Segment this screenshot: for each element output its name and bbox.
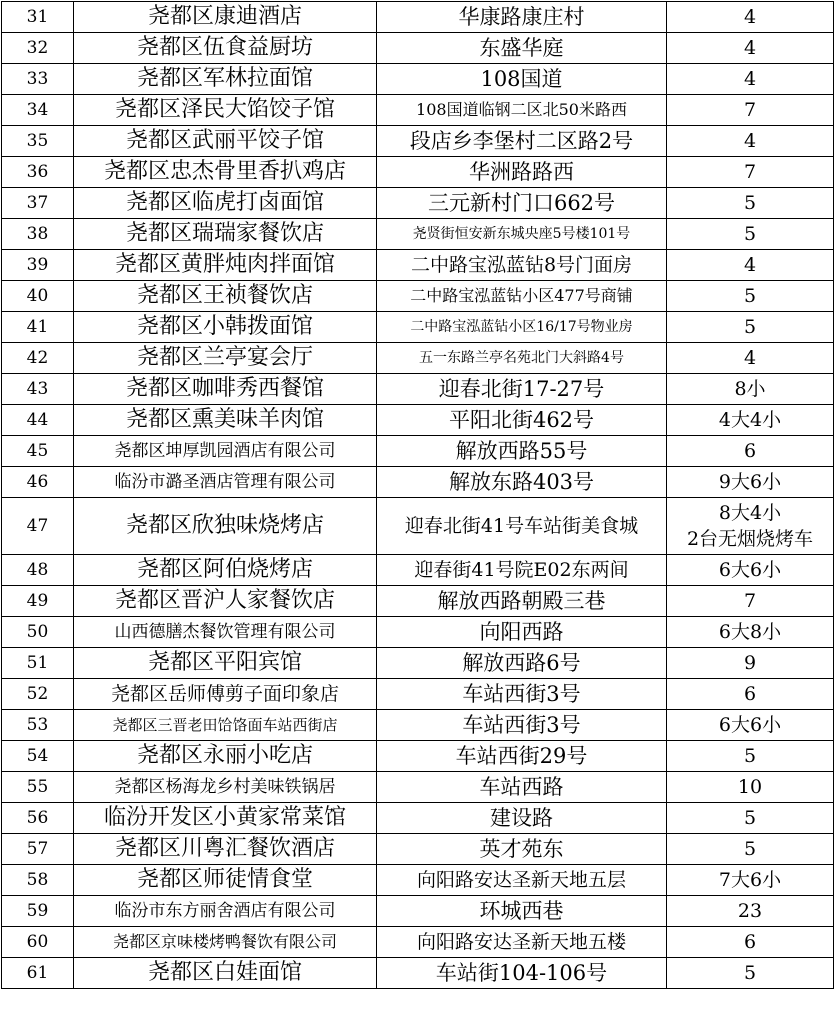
restaurant-name: 尧都区瑞瑞家餐饮店 (74, 219, 377, 250)
row-number: 43 (2, 374, 74, 405)
restaurant-name: 临汾市潞圣酒店管理有限公司 (74, 467, 377, 498)
restaurant-name: 尧都区王祯餐饮店 (74, 281, 377, 312)
unit-count: 23 (667, 896, 834, 927)
table-row (2, 834, 834, 865)
row-number: 37 (2, 188, 74, 219)
unit-count: 7 (667, 95, 834, 126)
unit-count: 4 (667, 2, 834, 33)
restaurant-address: 段店乡李堡村二区路2号 (377, 126, 667, 157)
restaurant-address: 二中路宝泓蓝钻小区16/17号物业房 (377, 312, 667, 343)
row-number: 56 (2, 803, 74, 834)
table-row (2, 679, 834, 710)
restaurant-table (1, 1, 834, 989)
table-row (2, 803, 834, 834)
unit-count: 9 (667, 648, 834, 679)
table-row (2, 126, 834, 157)
row-number: 57 (2, 834, 74, 865)
row-number: 54 (2, 741, 74, 772)
unit-count: 4 (667, 64, 834, 95)
restaurant-name: 尧都区岳师傅剪子面印象店 (74, 679, 377, 710)
row-number: 53 (2, 710, 74, 741)
row-number: 55 (2, 772, 74, 803)
table-row (2, 865, 834, 896)
restaurant-name: 尧都区平阳宾馆 (74, 648, 377, 679)
restaurant-name: 尧都区坤厚凯园酒店有限公司 (74, 436, 377, 467)
unit-count: 4 (667, 250, 834, 281)
table-row (2, 374, 834, 405)
table-body (2, 2, 834, 989)
unit-count: 6大6小 (667, 710, 834, 741)
row-number: 36 (2, 157, 74, 188)
row-number: 32 (2, 33, 74, 64)
row-number: 47 (2, 498, 74, 555)
unit-count: 10 (667, 772, 834, 803)
row-number: 44 (2, 405, 74, 436)
unit-count: 5 (667, 219, 834, 250)
restaurant-address: 车站西街3号 (377, 710, 667, 741)
table-row (2, 467, 834, 498)
table-row (2, 157, 834, 188)
restaurant-address: 解放西路55号 (377, 436, 667, 467)
restaurant-name: 尧都区咖啡秀西餐馆 (74, 374, 377, 405)
unit-count: 8小 (667, 374, 834, 405)
unit-count (667, 498, 834, 555)
unit-count: 7 (667, 157, 834, 188)
unit-count: 6 (667, 679, 834, 710)
restaurant-address: 车站街104-106号 (377, 958, 667, 989)
unit-count: 6大6小 (667, 555, 834, 586)
restaurant-name: 尧都区忠杰骨里香扒鸡店 (74, 157, 377, 188)
restaurant-name: 尧都区白娃面馆 (74, 958, 377, 989)
table-row (2, 312, 834, 343)
row-number: 41 (2, 312, 74, 343)
row-number: 45 (2, 436, 74, 467)
table-row (2, 498, 834, 555)
table-row (2, 405, 834, 436)
restaurant-name: 尧都区欣独味烧烤店 (74, 498, 377, 555)
table-row (2, 281, 834, 312)
restaurant-name: 尧都区京味楼烤鸭餐饮有限公司 (74, 927, 377, 958)
row-number: 61 (2, 958, 74, 989)
unit-count: 7 (667, 586, 834, 617)
restaurant-address: 向阳路安达圣新天地五层 (377, 865, 667, 896)
restaurant-name: 尧都区黄胖炖肉拌面馆 (74, 250, 377, 281)
restaurant-address: 向阳西路 (377, 617, 667, 648)
unit-count: 7大6小 (667, 865, 834, 896)
restaurant-address: 解放东路403号 (377, 467, 667, 498)
row-number: 33 (2, 64, 74, 95)
table-row (2, 617, 834, 648)
restaurant-address: 108国道临钢二区北50米路西 (377, 95, 667, 126)
table-row (2, 436, 834, 467)
restaurant-name: 尧都区三晋老田饸饹面车站西街店 (74, 710, 377, 741)
unit-count: 5 (667, 312, 834, 343)
restaurant-name: 临汾市东方丽舍酒店有限公司 (74, 896, 377, 927)
restaurant-name: 尧都区师徒情食堂 (74, 865, 377, 896)
row-number: 48 (2, 555, 74, 586)
restaurant-name: 尧都区泽民大馅饺子馆 (74, 95, 377, 126)
unit-count: 5 (667, 188, 834, 219)
row-number: 52 (2, 679, 74, 710)
restaurant-name: 山西德膳杰餐饮管理有限公司 (74, 617, 377, 648)
row-number: 50 (2, 617, 74, 648)
restaurant-name: 尧都区熏美味羊肉馆 (74, 405, 377, 436)
table-row (2, 896, 834, 927)
unit-count: 4大4小 (667, 405, 834, 436)
restaurant-address: 英才苑东 (377, 834, 667, 865)
restaurant-address: 二中路宝泓蓝钻小区477号商铺 (377, 281, 667, 312)
table-row (2, 95, 834, 126)
table-row (2, 250, 834, 281)
restaurant-name: 尧都区永丽小吃店 (74, 741, 377, 772)
row-number: 34 (2, 95, 74, 126)
row-number: 60 (2, 927, 74, 958)
restaurant-address: 迎春北街41号车站街美食城 (377, 498, 667, 555)
row-number: 38 (2, 219, 74, 250)
restaurant-name: 尧都区杨海龙乡村美味铁锅居 (74, 772, 377, 803)
restaurant-address: 环城西巷 (377, 896, 667, 927)
restaurant-address: 五一东路兰亭名苑北门大斜路4号 (377, 343, 667, 374)
row-number: 59 (2, 896, 74, 927)
table-row (2, 648, 834, 679)
table-row (2, 64, 834, 95)
restaurant-address: 车站西路 (377, 772, 667, 803)
unit-count: 5 (667, 958, 834, 989)
row-number: 58 (2, 865, 74, 896)
restaurant-name: 尧都区军林拉面馆 (74, 64, 377, 95)
unit-count: 6 (667, 436, 834, 467)
restaurant-address: 解放西路6号 (377, 648, 667, 679)
unit-count: 5 (667, 741, 834, 772)
restaurant-name: 尧都区兰亭宴会厅 (74, 343, 377, 374)
restaurant-address: 向阳路安达圣新天地五楼 (377, 927, 667, 958)
restaurant-address: 迎春北街17-27号 (377, 374, 667, 405)
restaurant-address: 华康路康庄村 (377, 2, 667, 33)
table-row (2, 772, 834, 803)
restaurant-name: 尧都区伍食益厨坊 (74, 33, 377, 64)
restaurant-name: 尧都区小韩拨面馆 (74, 312, 377, 343)
restaurant-address: 三元新村门口662号 (377, 188, 667, 219)
unit-count: 4 (667, 343, 834, 374)
restaurant-address: 华洲路路西 (377, 157, 667, 188)
row-number: 42 (2, 343, 74, 374)
restaurant-name: 临汾开发区小黄家常菜馆 (74, 803, 377, 834)
row-number: 35 (2, 126, 74, 157)
table-row (2, 741, 834, 772)
restaurant-address: 车站西街29号 (377, 741, 667, 772)
unit-count: 4 (667, 126, 834, 157)
unit-count-line: 2台无烟烧烤车 (686, 528, 814, 550)
restaurant-name: 尧都区阿伯烧烤店 (74, 555, 377, 586)
row-number: 39 (2, 250, 74, 281)
table-row (2, 188, 834, 219)
table-row (2, 2, 834, 33)
unit-count: 5 (667, 803, 834, 834)
row-number: 49 (2, 586, 74, 617)
restaurant-address: 车站西街3号 (377, 679, 667, 710)
unit-count: 5 (667, 281, 834, 312)
row-number: 51 (2, 648, 74, 679)
table-row (2, 219, 834, 250)
table-row (2, 927, 834, 958)
restaurant-address: 108国道 (377, 64, 667, 95)
restaurant-address: 东盛华庭 (377, 33, 667, 64)
restaurant-address: 二中路宝泓蓝钻8号门面房 (377, 250, 667, 281)
unit-count: 9大6小 (667, 467, 834, 498)
table-row (2, 555, 834, 586)
restaurant-name: 尧都区武丽平饺子馆 (74, 126, 377, 157)
row-number: 46 (2, 467, 74, 498)
restaurant-address: 解放西路朝殿三巷 (377, 586, 667, 617)
restaurant-address: 迎春街41号院E02东两间 (377, 555, 667, 586)
unit-count: 6 (667, 927, 834, 958)
restaurant-address: 建设路 (377, 803, 667, 834)
restaurant-address: 平阳北街462号 (377, 405, 667, 436)
unit-count-line: 8大4小 (718, 502, 782, 524)
restaurant-name: 尧都区临虎打卤面馆 (74, 188, 377, 219)
unit-count: 6大8小 (667, 617, 834, 648)
restaurant-name: 尧都区晋沪人家餐饮店 (74, 586, 377, 617)
restaurant-name: 尧都区康迪酒店 (74, 2, 377, 33)
row-number: 40 (2, 281, 74, 312)
unit-count: 4 (667, 33, 834, 64)
table-row (2, 33, 834, 64)
table-row (2, 586, 834, 617)
restaurant-address: 尧贤街恒安新东城央座5号楼101号 (377, 219, 667, 250)
table-row (2, 343, 834, 374)
restaurant-name: 尧都区川粤汇餐饮酒店 (74, 834, 377, 865)
row-number: 31 (2, 2, 74, 33)
table-row (2, 958, 834, 989)
unit-count: 5 (667, 834, 834, 865)
table-row (2, 710, 834, 741)
